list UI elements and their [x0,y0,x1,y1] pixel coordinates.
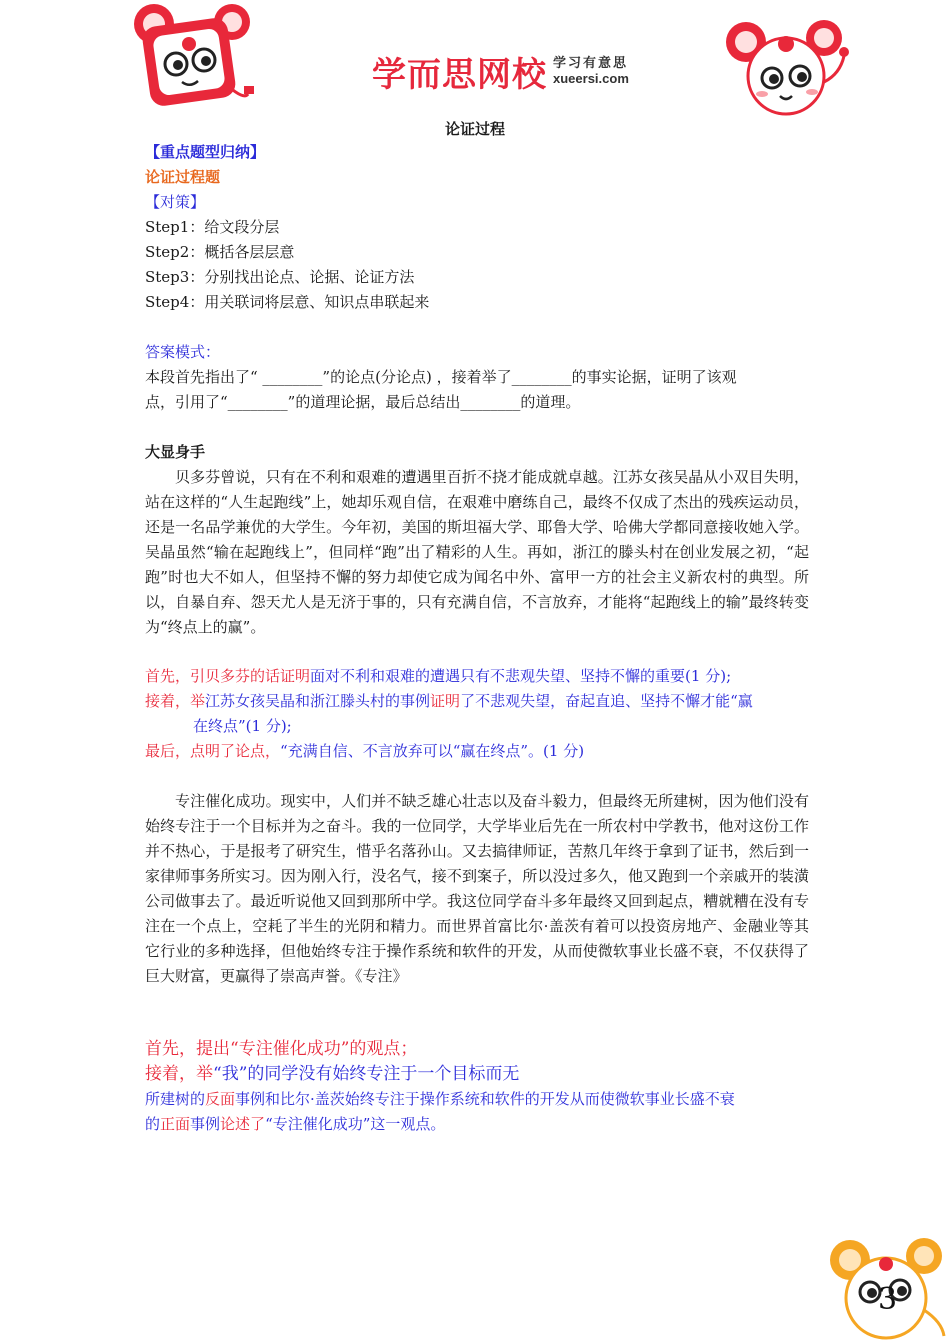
answer-text: “专注催化成功”这一观点。 [265,1115,446,1133]
answer-text: 点明了论点， [190,742,281,760]
step-item: Step4：用关联词将层意、知识点串联起来 [145,293,430,311]
passage-2: 专注催化成功。现实中，人们并不缺乏雄心壮志以及奋斗毅力，但最终无所建树，因为他们没有始终专注于一个目标并为之奋斗。我的一位同学，大学毕业后先在一所农村中学教书，他对这份工作并不热心，于是报考了研究生，惜乎名落孙山。又去搞律师证，苦熬几年终于拿到了证书，然后到一家律师事务所实习。因为刚入行，没名气，接不到案子，所以没过多久，他又跑到一个亲戚开的装潢公司做事去了。最近听说他又回到那所中学。我这位同学奋斗多年最终又回到起点，糟就糟在没有专注在一个点上，空耗了半生的光阴和精力。而世界首富比尔·盖茨有着可以投资房地产、金融业等其它行业的多种选择，但他始终专注于操作系统和软件的开发，从而使微软事业长盛不衰，不仅获得了巨大财富，更赢得了崇高声誉。《专注》 [145,792,809,985]
logo-text: 学而思网校 [372,54,547,95]
strategy-heading: 【对策】 [145,193,206,211]
answer2-line-2 [145,1062,519,1087]
practice-heading: 大显身手 [145,443,206,461]
answer-mode-line: 点，引用了“________”的道理论据，最后总结出________的道理。 [145,393,581,411]
answer-text: “充满自信、不言放弃可以“赢在终点”。(1 分) [280,742,585,760]
step-item: Step3：分别找出论点、论据、论证方法 [145,268,415,286]
mascot-left-image [132,2,260,114]
answer-text: 证明 [280,667,311,685]
answer-text: 最后， [145,742,191,760]
passage-1: 贝多芬曾说，只有在不利和艰难的遭遇里百折不挠才能成就卓越。江苏女孩吴晶从小双目失明，站在这样的“人生起跑线”上，她却乐观自信，在艰难中磨练自己，最终不仅成了杰出的残疾运动员，还是一名品学兼优的大学生。今年初，美国的斯坦福大学、耶鲁大学、哈佛大学都同意接收她入学。吴晶虽然“输在起跑线上”，但同样“跑”出了精彩的人生。再如，浙江的滕头村在创业发展之初，“起跑”时也大不如人，但坚持不懈的努力却使它成为闻名中外、富甲一方的社会主义新农村的典型。所以，自暴自弃、怨天尤人是无济于事的，只有充满自信，不言放弃，才能将“起跑线上的输”最终转变为“终点上的赢”。 [145,468,809,636]
answer-text: 举 [190,692,206,710]
answer2-line-1: 首先，提出“专注催化成功”的观点； [145,1039,418,1059]
brand-logo [372,48,629,94]
answer1-line-1 [145,664,731,689]
answer-text: 江苏女孩吴晶和浙江滕头村的事例 [205,692,431,710]
logo-url: xueersi.com [553,71,629,86]
mascot-right-image [716,12,852,124]
answer2-line-3 [145,1087,735,1112]
answer-text: 面对不利和艰难的遭遇只有不悲观失望、坚持不懈的重要(1 分); [310,667,732,685]
step-item: Step2：概括各层层意 [145,243,295,261]
answer-text: 首先， [145,667,191,685]
answer-mode-label: 答案模式： [145,343,221,361]
answer-text: 引贝多芬的话 [190,667,281,685]
answer-text: 的 [145,1115,161,1133]
page-title: 论证过程 [444,120,505,138]
answer-text: 论述了 [220,1115,266,1133]
answer-mode-line: 本段首先指出了“ ________”的论点(分论点) ，接着举了________的事实论据，证明了该观 [145,368,737,386]
answer-text: 事例和比尔·盖茨始终专注于操作系统和软件的开发从而使微软事业长盛不衰 [235,1090,735,1108]
logo-slogan: 学习有意思 [553,56,629,71]
answer-text: 反面 [205,1090,236,1108]
answer-text: 接着，举 [145,1064,213,1084]
page-number: 3 [878,1282,898,1317]
answer-text: 了不悲观失望，奋起直追、坚持不懈才能“赢 [460,692,753,710]
answer-text: “我”的同学没有始终专注于一个目标而无 [213,1064,520,1084]
type-heading: 论证过程题 [145,168,221,186]
answer1-line-3: 在终点”(1 分); [193,717,292,735]
answer2-line-4 [145,1112,445,1137]
step-item: Step1：给文段分层 [145,218,280,236]
answer-text: 证明 [430,692,461,710]
answer-text: 正面 [160,1115,191,1133]
answer-text: 所建树的 [145,1090,206,1108]
section-heading: 【重点题型归纳】 [145,143,266,161]
answer-text: 事例 [190,1115,221,1133]
answer1-line-2 [145,689,753,714]
answer-text: 接着， [145,692,191,710]
answer1-line-4 [145,739,584,764]
